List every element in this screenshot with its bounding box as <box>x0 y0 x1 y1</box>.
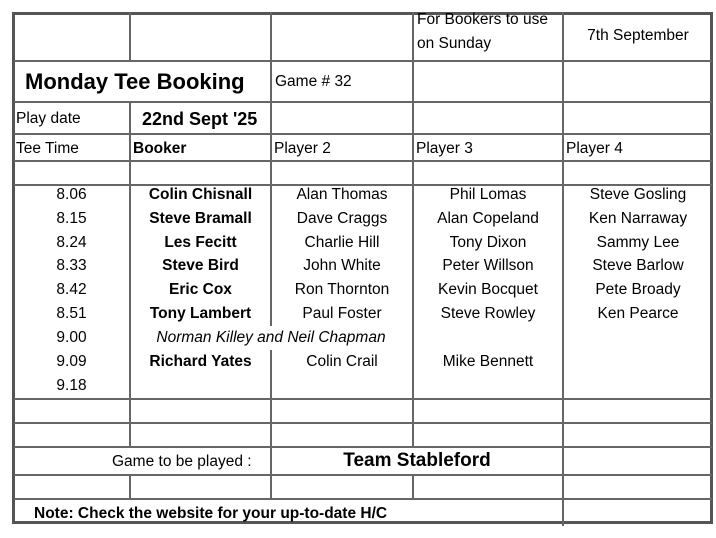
header-date: 7th September <box>587 27 689 44</box>
tee-time: 8.51 <box>56 305 87 322</box>
column-divider <box>412 474 414 498</box>
row-divider <box>14 133 712 135</box>
player2-name: Alan Thomas <box>296 186 388 203</box>
booker-name: Colin Chisnall <box>148 186 253 203</box>
player3-name: Kevin Bocquet <box>438 281 538 298</box>
game-label: Game to be played : <box>112 453 252 470</box>
play-date-label: Play date <box>16 110 81 127</box>
column-header-player4: Player 4 <box>566 140 623 157</box>
player3-name: Alan Copeland <box>437 210 539 227</box>
column-divider <box>270 350 272 498</box>
bookers-note-line2: on Sunday <box>417 35 492 52</box>
column-header-player2: Player 2 <box>274 140 331 157</box>
column-header-booker: Booker <box>133 140 187 157</box>
player3-name: Tony Dixon <box>449 234 527 251</box>
row-divider <box>14 446 712 448</box>
row-divider <box>14 422 712 424</box>
tee-time: 8.15 <box>56 210 87 227</box>
booker-name: Steve Bird <box>162 257 239 274</box>
row-divider <box>14 160 712 162</box>
note-text: Note: Check the website for your up-to-date H/C <box>34 505 388 522</box>
booker-name: Eric Cox <box>169 281 232 298</box>
game-number: Game # 32 <box>275 73 352 90</box>
column-divider <box>270 160 272 184</box>
tee-time: 9.18 <box>56 377 87 394</box>
tee-time: 9.00 <box>56 329 87 346</box>
column-header-player3: Player 3 <box>416 140 473 157</box>
booker-name: Steve Bramall <box>149 210 252 227</box>
player4-name: Pete Broady <box>595 281 681 298</box>
column-divider <box>412 12 414 60</box>
game-type: Team Stableford <box>343 450 491 471</box>
tee-time: 8.33 <box>56 257 87 274</box>
player2-name: Colin Crail <box>306 353 378 370</box>
booker-name: Richard Yates <box>149 353 252 370</box>
column-divider <box>270 12 272 160</box>
page-title: Monday Tee Booking <box>25 69 245 94</box>
player3-name: Phil Lomas <box>449 186 527 203</box>
player2-name: Ron Thornton <box>294 281 390 298</box>
play-date-value: 22nd Sept '25 <box>142 109 258 129</box>
row-divider <box>14 60 712 62</box>
player3-name: Mike Bennett <box>442 353 534 370</box>
player4-name: Steve Barlow <box>592 257 684 274</box>
column-divider <box>412 60 414 446</box>
player2-name: Paul Foster <box>302 305 382 322</box>
row-divider <box>14 101 712 103</box>
bookers-note-line1: For Bookers to use <box>417 11 548 28</box>
column-divider <box>129 474 131 498</box>
tee-time: 8.06 <box>56 186 87 203</box>
tee-time: 8.42 <box>56 281 87 298</box>
merged-booking: Norman Killey and Neil Chapman <box>156 329 386 346</box>
column-header-tee-time: Tee Time <box>16 140 79 157</box>
player2-name: John White <box>303 257 381 274</box>
column-divider <box>129 101 131 446</box>
column-divider <box>270 184 272 326</box>
player4-name: Steve Gosling <box>589 186 687 203</box>
player4-name: Sammy Lee <box>596 234 680 251</box>
row-divider <box>14 398 712 400</box>
player4-name: Ken Pearce <box>597 305 679 322</box>
player3-name: Peter Willson <box>442 257 534 274</box>
booker-name: Tony Lambert <box>149 305 252 322</box>
player2-name: Dave Craggs <box>296 210 388 227</box>
row-divider <box>14 498 712 500</box>
player2-name: Charlie Hill <box>304 234 380 251</box>
player4-name: Ken Narraway <box>588 210 688 227</box>
tee-time: 9.09 <box>56 353 87 370</box>
player3-name: Steve Rowley <box>440 305 536 322</box>
booker-name: Les Fecitt <box>164 234 237 251</box>
tee-time: 8.24 <box>56 234 87 251</box>
row-divider <box>14 474 712 476</box>
column-divider <box>129 12 131 60</box>
